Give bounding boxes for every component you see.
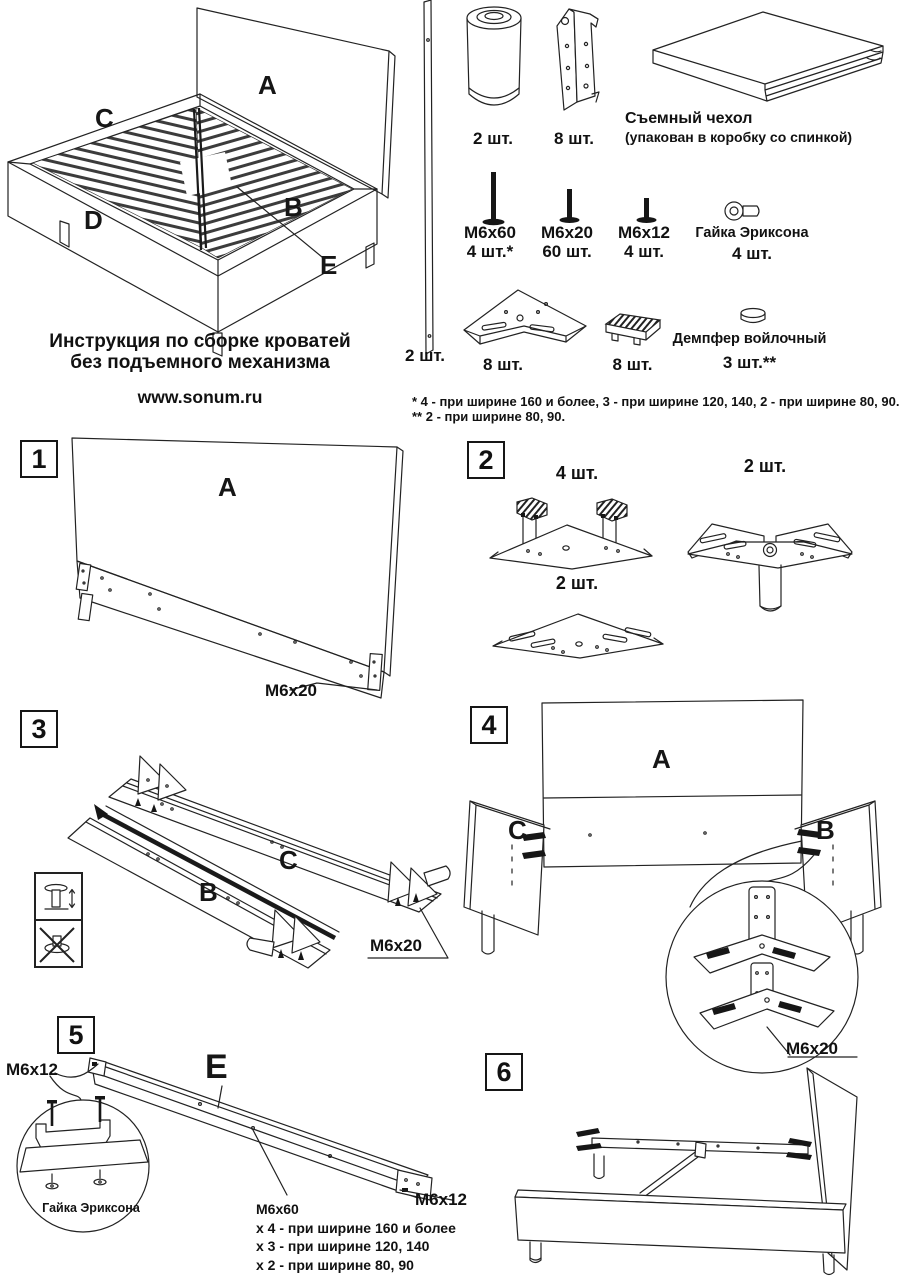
step2-qty-right: 2 шт.	[743, 456, 787, 476]
step2-bracket-with-holders	[478, 495, 673, 580]
erikson-nut-qty: 4 шт.	[732, 244, 772, 263]
step5-screw-note-line3: х 2 - при ширине 80, 90	[256, 1256, 414, 1273]
strip-qty: 2 шт.	[405, 346, 445, 365]
screw-m6x20-name: М6х20	[541, 223, 593, 242]
step4-frame-assembly-illustration	[462, 695, 900, 1080]
step3-label-b: B	[199, 877, 218, 907]
step5-callout-m6x12-right: М6х12	[415, 1190, 467, 1209]
corner-bracket-qty: 8 шт.	[554, 129, 594, 148]
step3-label-c: C	[279, 845, 298, 875]
step1-label-a: A	[218, 472, 237, 502]
step2-bracket-with-leg	[676, 510, 866, 620]
slat-holder-icon	[600, 310, 666, 348]
overview-label-d: D	[84, 205, 103, 235]
footnote-2: ** 2 - при ширине 80, 90.	[412, 409, 566, 424]
felt-damper-name: Демпфер войлочный	[672, 331, 827, 347]
screw-m6x20-icon	[557, 186, 581, 226]
screw-m6x60-icon	[481, 170, 505, 228]
step5-label-e: E	[205, 1048, 228, 1086]
erikson-nut-name: Гайка Эриксона	[695, 225, 809, 241]
step5-screw-note	[256, 1200, 456, 1274]
step4-label-c: C	[508, 815, 527, 845]
title-line2: без подъемного механизма	[70, 352, 330, 373]
leg-qty: 2 шт.	[473, 129, 513, 148]
step5-screw-note-line1: х 4 - при ширине 160 и более	[256, 1219, 456, 1236]
step1-callout-m6x20: М6х20	[265, 681, 317, 700]
erikson-nut-icon	[723, 200, 765, 222]
step2-bracket-plain	[483, 606, 678, 670]
step2-qty-bottom: 2 шт.	[555, 573, 599, 593]
step3-callout-m6x20: М6х20	[370, 936, 422, 955]
cover-note: (упакован в коробку со спинкой)	[625, 129, 853, 145]
step4-label-a: A	[652, 744, 671, 774]
step4-callout-m6x20: М6х20	[786, 1039, 838, 1058]
step3-number: 3	[20, 710, 58, 748]
metal-strip-icon	[418, 0, 438, 356]
screw-m6x60-name: М6х60	[464, 223, 516, 242]
step5-callout-m6x12-left: М6х12	[6, 1060, 58, 1079]
step1-number: 1	[20, 440, 58, 478]
step3-side-rails-illustration	[10, 742, 465, 1012]
overview-label-c: C	[95, 103, 114, 133]
website-url: www.sonum.ru	[137, 387, 263, 407]
step2-qty-top: 4 шт.	[555, 463, 599, 483]
overview-label-b: B	[284, 192, 303, 222]
step1-headboard-illustration	[55, 428, 405, 708]
step4-label-b: B	[816, 815, 835, 845]
screw-m6x60-qty: 4 шт.*	[466, 242, 514, 261]
slat-holder-qty: 8 шт.	[612, 355, 653, 374]
overview-label-a: A	[258, 70, 277, 100]
step5-screw-note-title: М6х60	[256, 1201, 299, 1217]
screw-m6x12-icon	[634, 194, 658, 226]
felt-damper-icon	[738, 306, 768, 328]
step5-nut-label: Гайка Эриксона	[42, 1201, 140, 1215]
step2-number: 2	[467, 441, 505, 479]
triangle-bracket-qty: 8 шт.	[483, 355, 523, 374]
cover-name: Съемный чехол	[625, 110, 753, 127]
screw-m6x12-qty: 4 шт.	[624, 242, 664, 261]
page-title	[30, 331, 370, 373]
step5-number: 5	[57, 1016, 95, 1054]
overview-label-e: E	[320, 250, 338, 280]
step6-final-assembly-illustration	[458, 1058, 900, 1280]
corner-bracket-icon	[546, 4, 602, 116]
felt-damper-qty: 3 шт.**	[722, 353, 777, 372]
screw-m6x20-qty: 60 шт.	[542, 242, 592, 261]
step4-number: 4	[470, 706, 508, 744]
footnote-1: * 4 - при ширине 160 и более, 3 - при ширине 120, 140, 2 - при ширине 80, 90.	[412, 394, 900, 409]
bed-overview-illustration	[0, 0, 430, 362]
step5-screw-note-line2: х 3 - при ширине 120, 140	[256, 1238, 430, 1254]
screw-m6x12-name: М6х12	[618, 223, 670, 242]
cylinder-leg-icon	[464, 4, 524, 116]
step6-number: 6	[485, 1053, 523, 1091]
removable-cover-icon	[645, 6, 890, 118]
triangle-bracket-icon	[460, 282, 592, 350]
title-line1: Инструкция по сборке кроватей	[49, 331, 351, 352]
